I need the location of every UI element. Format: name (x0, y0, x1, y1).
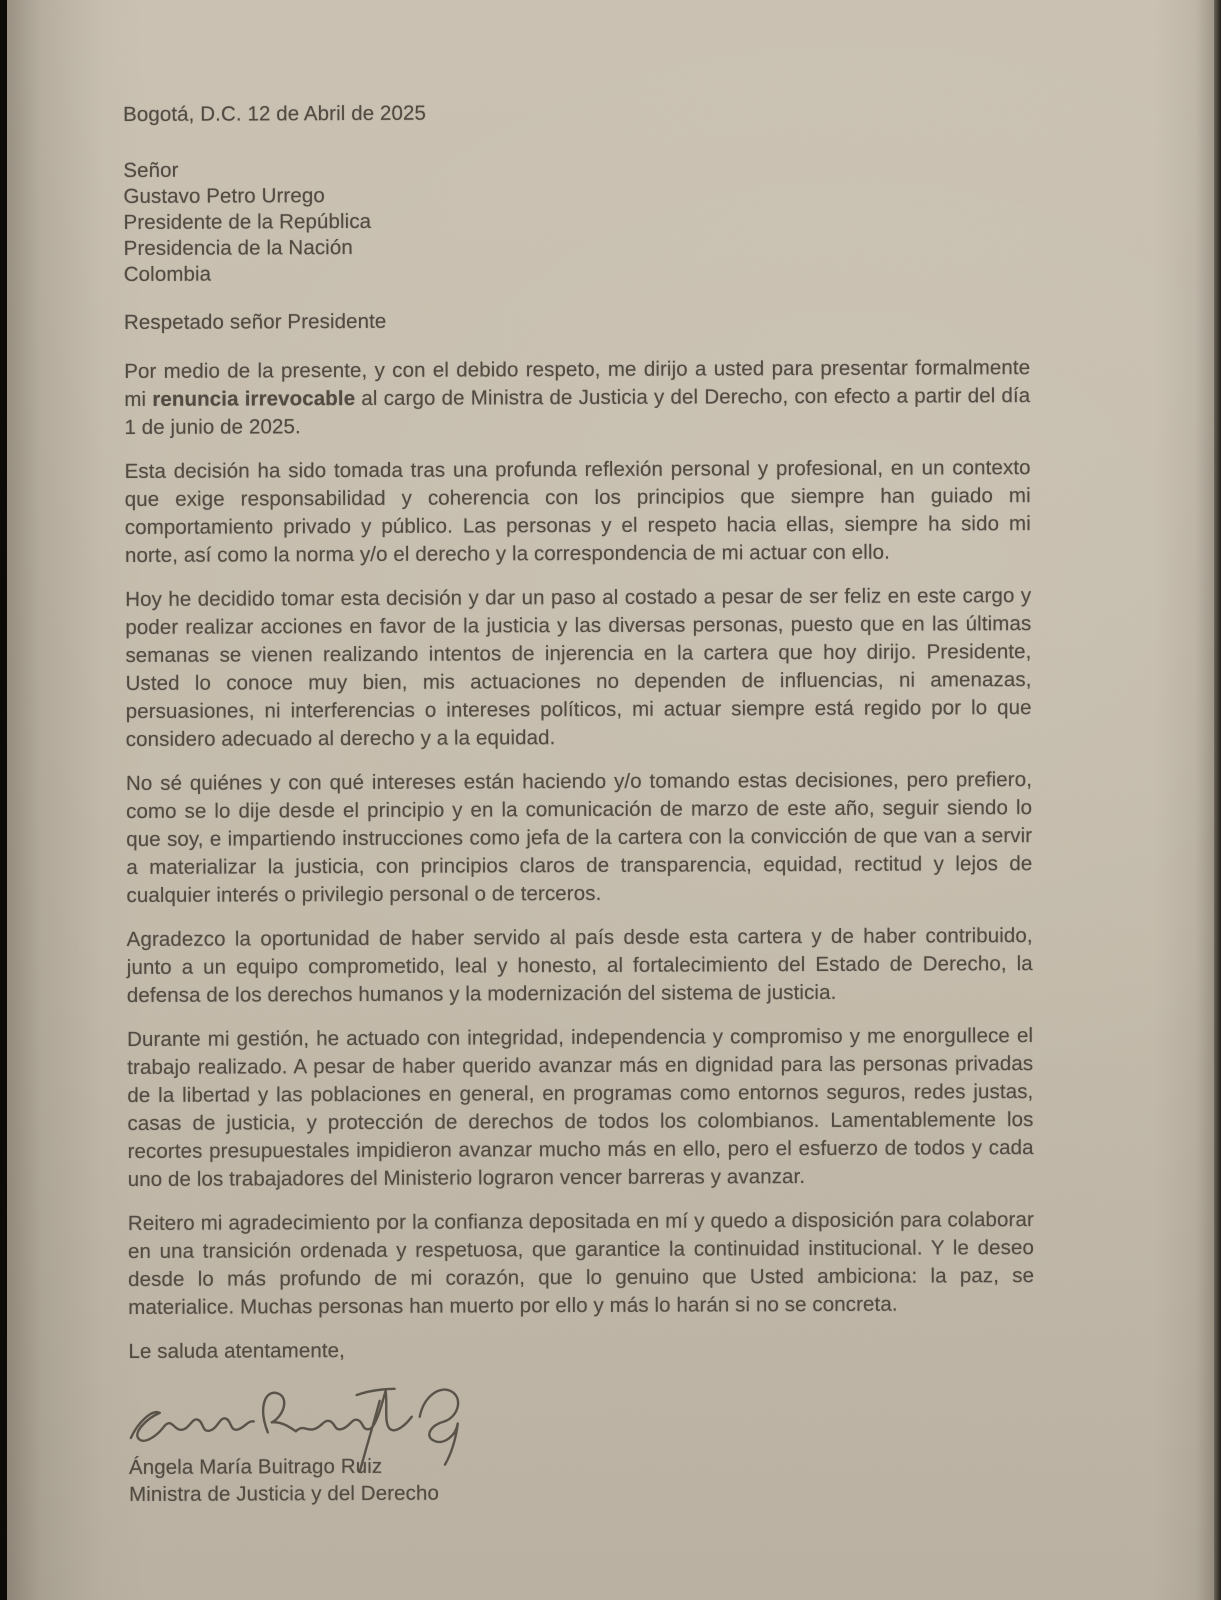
resignation-bold-phrase: renuncia irrevocable (152, 386, 356, 411)
body-paragraph: Durante mi gestión, he actuado con integridad, independencia y compromiso y me enorgullece el trabajo realizado. A pesar de haber querido avanzar más en dignidad para las personas privadas de la libertad y las poblaciones en general, en programas como entornos seguros, redes justas, casas de justicia, y protección de derechos de todos los colombianos. Lamentablemente los recortes presupuestales impidieron avanzar mucho más en ello, pero el esfuerzo de todos y cada uno de los trabajadores del Ministerio lograron vencer barreras y avanzar. (127, 1024, 1034, 1191)
recipient-salutation: Señor (123, 158, 179, 182)
recipient-country: Colombia (123, 262, 212, 286)
signatory-name: Ángela María Buitrago Ruiz (128, 1454, 383, 1479)
recipient-title: Presidente de la República (123, 209, 372, 234)
opening-paragraph (124, 354, 1030, 442)
closing-line: Le saluda atentamente, (128, 1339, 345, 1363)
date-line: Bogotá, D.C. 12 de Abril de 2025 (123, 101, 427, 126)
body-paragraph: Reitero mi agradecimiento por la confianza depositada en mí y quedo a disposición para colaborar en una transición ordenada y respetuosa, que garantice la continuidad institucional. Y le deseo desde lo más profundo de mi corazón, que lo genuino que Usted ambiciona: la paz, se materialice. Muchas personas han muerto por ello y más lo harán si no se concreta. (127, 1208, 1035, 1319)
signatory-title: Ministra de Justicia y del Derecho (129, 1481, 440, 1506)
body-paragraph: Hoy he decidido tomar esta decisión y dar un paso al costado a pesar de ser feliz en este cargo y poder realizar acciones en favor de la justicia y las diversas personas, puesto que en las últimas semanas se vienen realizando intentos de injerencia en la cartera que hoy dirijo. Presidente, Usted lo conoce muy bien, mis actuaciones no dependen de influencias, ni amenazas, persuasiones, ni interferencias o intereses políticos, mi actuar siempre está regido por lo que considero adecuado al derecho y a la equidad. (125, 584, 1032, 751)
salutation: Respetado señor Presidente (123, 309, 387, 334)
scan-edge-left (0, 0, 7, 1600)
recipient-block (123, 154, 1030, 288)
scan-edge-right (1214, 0, 1221, 1600)
opening-text-post: al cargo de Ministra de Justicia y del Derecho, con efecto a partir del día 1 de junio de 2025. (124, 384, 1031, 439)
opening-text-pre: Por medio de la presente, y con el debido respeto, me dirijo a usted para presentar formalmente mi (124, 356, 1031, 411)
body-paragraph: Esta decisión ha sido tomada tras una profunda reflexión personal y profesional, en un contexto que exige responsabilidad y coherencia con los principios que siempre han guiado mi comportamiento privado y público. Las personas y el respeto hacia ellas, siempre ha sido mi norte, así como la norma y/o el derecho y la correspondencia de mi actuar con ello. (124, 456, 1031, 567)
body-paragraph: No sé quiénes y con qué intereses están haciendo y/o tomando estas decisiones, pero prefiero, como se lo dije desde el principio y en la comunicación de marzo de este año, seguir siendo lo que soy, e impartiendo instrucciones como jefa de la cartera con la convicción de que van a servir a materializar la justicia, con principios claros de transparencia, equidad, rectitud y lejos de cualquier interés o privilegio personal o de terceros. (125, 768, 1033, 907)
recipient-name: Gustavo Petro Urrego (123, 184, 325, 208)
signature-block (129, 1370, 1036, 1508)
letter-content (123, 98, 1035, 1508)
recipient-office: Presidencia de la Nación (123, 235, 353, 260)
body-paragraph: Agradezco la oportunidad de haber servido al país desde esta cartera y de haber contribuido, junto a un equipo comprometido, leal y honesto, al fortalecimiento del Estado de Derecho, la defensa de los derechos humanos y la modernización del sistema de justicia. (126, 924, 1033, 1007)
